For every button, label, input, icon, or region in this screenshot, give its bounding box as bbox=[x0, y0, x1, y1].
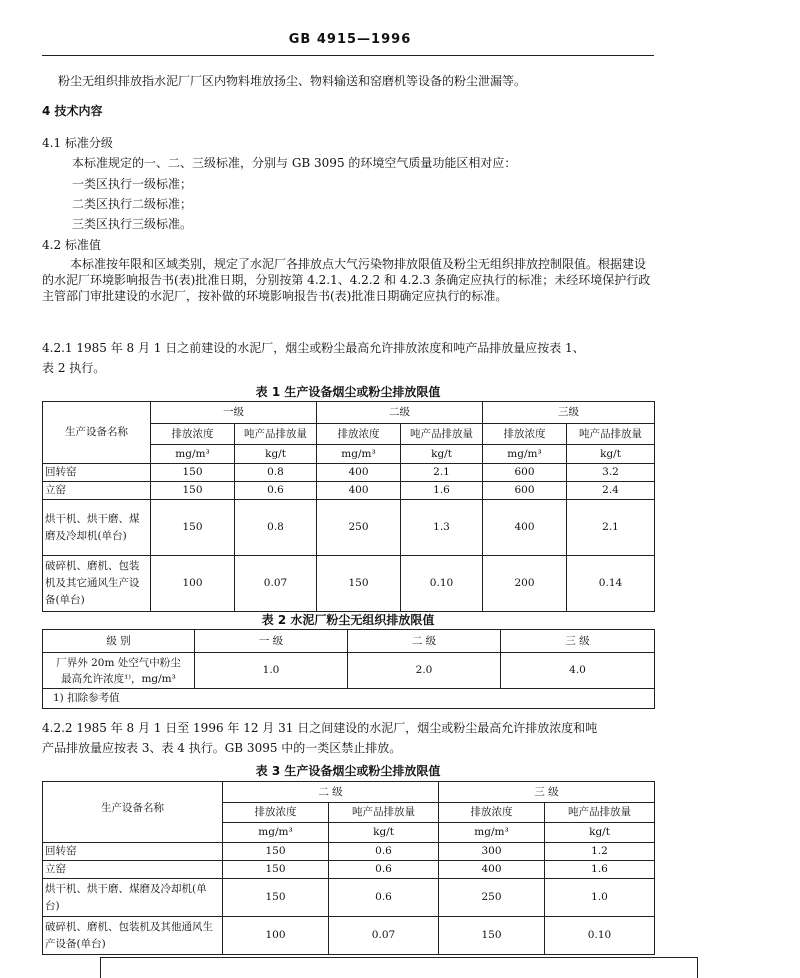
section-4-2-1-line1: 4.2.1 1985 年 8 月 1 日之前建设的水泥厂，烟尘或粉尘最高允许排放浓度和吨产品排放量应按表 1、 bbox=[42, 341, 585, 355]
t3-unit-ton: kg/t bbox=[545, 823, 655, 843]
t1-unit-ton: kg/t bbox=[235, 445, 317, 464]
t3-head-equipment: 生产设备名称 bbox=[43, 782, 223, 843]
grade-mapping-1: 一类区执行一级标准； bbox=[72, 177, 193, 191]
t1-unit-conc: mg/m³ bbox=[151, 445, 235, 464]
t3-row-name: 烘干机、烘干磨、煤磨及冷却机(单台) bbox=[43, 879, 223, 917]
t3-cell: 100 bbox=[223, 917, 329, 955]
t3-cell: 0.6 bbox=[329, 861, 439, 879]
t3-sub-conc: 排放浓度 bbox=[223, 803, 329, 823]
t3-cell: 250 bbox=[439, 879, 545, 917]
t1-sub-per-ton: 吨产品排放量 bbox=[567, 424, 655, 445]
table2-caption: 表 2 水泥厂粉尘无组织排放限值 bbox=[261, 613, 435, 627]
table-row bbox=[43, 879, 655, 917]
t3-cell: 300 bbox=[439, 843, 545, 861]
t2-cell: 1.0 bbox=[195, 653, 348, 689]
t1-cell: 150 bbox=[151, 500, 235, 556]
t1-head-equipment: 生产设备名称 bbox=[43, 402, 151, 464]
table1 bbox=[42, 401, 655, 612]
section-4-title: 4 技术内容 bbox=[42, 104, 103, 118]
t1-cell: 150 bbox=[151, 464, 235, 482]
t1-cell: 0.8 bbox=[235, 464, 317, 482]
standard-header: GB 4915—1996 bbox=[288, 32, 412, 47]
t1-sub-conc: 排放浓度 bbox=[151, 424, 235, 445]
t3-sub-per-ton: 吨产品排放量 bbox=[545, 803, 655, 823]
table-row bbox=[43, 482, 655, 500]
table-row bbox=[43, 653, 655, 689]
t1-unit-conc: mg/m³ bbox=[483, 445, 567, 464]
t1-cell: 100 bbox=[151, 556, 235, 612]
t3-cell: 0.6 bbox=[329, 843, 439, 861]
t3-row-name: 立窑 bbox=[43, 861, 223, 879]
t3-cell: 0.6 bbox=[329, 879, 439, 917]
t1-row-name: 破碎机、磨机、包装机及其它通风生产设备(单台) bbox=[43, 556, 151, 612]
t2-head-grade3: 三 级 bbox=[501, 630, 655, 653]
t1-sub-conc: 排放浓度 bbox=[483, 424, 567, 445]
t1-cell: 0.6 bbox=[235, 482, 317, 500]
section-4-2-1-line2: 表 2 执行。 bbox=[42, 361, 106, 375]
t3-unit-conc: mg/m³ bbox=[439, 823, 545, 843]
t1-cell: 400 bbox=[317, 464, 401, 482]
t1-row-name: 烘干机、烘干磨、煤磨及冷却机(单台) bbox=[43, 500, 151, 556]
t1-row-name: 立窑 bbox=[43, 482, 151, 500]
t1-cell: 400 bbox=[317, 482, 401, 500]
grade-mapping-3: 三类区执行三级标准。 bbox=[72, 217, 193, 231]
t3-unit-conc: mg/m³ bbox=[223, 823, 329, 843]
t2-cell: 4.0 bbox=[501, 653, 655, 689]
t1-cell: 250 bbox=[317, 500, 401, 556]
t3-cell: 0.07 bbox=[329, 917, 439, 955]
t2-row-label-line1: 厂界外 20m 处空气中粉尘 bbox=[56, 656, 181, 669]
t2-head-grade2: 二 级 bbox=[348, 630, 501, 653]
intro-text: 粉尘无组织排放指水泥厂厂区内物料堆放扬尘、物料输送和窑磨机等设备的粉尘泄漏等。 bbox=[58, 74, 527, 88]
header-rule bbox=[42, 55, 654, 56]
t1-sub-per-ton: 吨产品排放量 bbox=[235, 424, 317, 445]
t1-cell: 0.8 bbox=[235, 500, 317, 556]
t3-row-name: 破碎机、磨机、包装机及其他通风生产设备(单台) bbox=[43, 917, 223, 955]
t1-head-grade3: 三级 bbox=[483, 402, 655, 424]
t1-cell: 2.1 bbox=[567, 500, 655, 556]
table-row bbox=[43, 500, 655, 556]
table-row bbox=[43, 464, 655, 482]
t3-cell: 1.2 bbox=[545, 843, 655, 861]
t3-cell: 1.6 bbox=[545, 861, 655, 879]
section-4-1-title: 4.1 标准分级 bbox=[42, 136, 113, 150]
t1-cell: 150 bbox=[317, 556, 401, 612]
table2 bbox=[42, 629, 655, 709]
section-4-2-2-line1: 4.2.2 1985 年 8 月 1 日至 1996 年 12 月 31 日之间建设的水泥厂，烟尘或粉尘最高允许排放浓度和吨 bbox=[42, 721, 598, 735]
t1-sub-conc: 排放浓度 bbox=[317, 424, 401, 445]
t1-cell: 600 bbox=[483, 464, 567, 482]
t3-cell: 150 bbox=[223, 861, 329, 879]
t3-cell: 150 bbox=[223, 843, 329, 861]
table1-caption: 表 1 生产设备烟尘或粉尘排放限值 bbox=[255, 385, 441, 399]
t1-cell: 1.3 bbox=[401, 500, 483, 556]
t1-row-name: 回转窑 bbox=[43, 464, 151, 482]
t3-cell: 150 bbox=[439, 917, 545, 955]
t3-cell: 150 bbox=[223, 879, 329, 917]
t1-cell: 1.6 bbox=[401, 482, 483, 500]
t1-cell: 2.1 bbox=[401, 464, 483, 482]
t3-cell: 1.0 bbox=[545, 879, 655, 917]
t1-cell: 0.07 bbox=[235, 556, 317, 612]
t2-head-grade1: 一 级 bbox=[195, 630, 348, 653]
section-4-2-2-line2: 产品排放量应按表 3、表 4 执行。GB 3095 中的一类区禁止排放。 bbox=[42, 741, 402, 755]
t3-cell: 0.10 bbox=[545, 917, 655, 955]
table-row bbox=[43, 556, 655, 612]
t1-unit-conc: mg/m³ bbox=[317, 445, 401, 464]
section-4-1-paragraph: 本标准规定的一、二、三级标准，分别与 GB 3095 的环境空气质量功能区相对应： bbox=[72, 156, 517, 170]
section-4-2-title: 4.2 标准值 bbox=[42, 238, 101, 252]
table-row bbox=[43, 843, 655, 861]
table-row bbox=[43, 917, 655, 955]
t1-cell: 400 bbox=[483, 500, 567, 556]
t3-cell: 400 bbox=[439, 861, 545, 879]
t3-head-grade2: 二 级 bbox=[223, 782, 439, 803]
t1-cell: 150 bbox=[151, 482, 235, 500]
t1-unit-ton: kg/t bbox=[567, 445, 655, 464]
t2-row-label bbox=[43, 653, 195, 689]
t1-sub-per-ton: 吨产品排放量 bbox=[401, 424, 483, 445]
t1-cell: 600 bbox=[483, 482, 567, 500]
table3-caption: 表 3 生产设备烟尘或粉尘排放限值 bbox=[255, 764, 441, 778]
table3 bbox=[42, 781, 655, 955]
t2-row-label-line2: 最高允许浓度¹⁾，mg/m³ bbox=[61, 672, 176, 685]
t1-head-grade1: 一级 bbox=[151, 402, 317, 424]
t2-head-level: 级 别 bbox=[43, 630, 195, 653]
grade-mapping-2: 二类区执行二级标准； bbox=[72, 197, 193, 211]
t2-footnote: 1) 扣除参考值 bbox=[43, 689, 655, 709]
t1-head-grade2: 二级 bbox=[317, 402, 483, 424]
t3-row-name: 回转窑 bbox=[43, 843, 223, 861]
section-4-2-paragraph: 本标准按年限和区域类别，规定了水泥厂各排放点大气污染物排放限值及粉尘无组织排放控制限值。根据建设的水泥厂环境影响报告书(表)批准日期，分别按第 4.2.1、4.2.2 和 4.2.3 条确定应执行的标准；未经环境保护行政主管部门审批建设的水泥厂，按补做的环境影响报告书(表)批准日期确定应执行的标准。 bbox=[42, 257, 651, 303]
t1-cell: 0.14 bbox=[567, 556, 655, 612]
t3-unit-ton: kg/t bbox=[329, 823, 439, 843]
t3-head-grade3: 三 级 bbox=[439, 782, 655, 803]
t1-cell: 0.10 bbox=[401, 556, 483, 612]
t1-cell: 200 bbox=[483, 556, 567, 612]
t1-cell: 3.2 bbox=[567, 464, 655, 482]
table-row bbox=[43, 861, 655, 879]
t2-cell: 2.0 bbox=[348, 653, 501, 689]
t3-sub-conc: 排放浓度 bbox=[439, 803, 545, 823]
t3-sub-per-ton: 吨产品排放量 bbox=[329, 803, 439, 823]
t1-unit-ton: kg/t bbox=[401, 445, 483, 464]
t1-cell: 2.4 bbox=[567, 482, 655, 500]
bottom-frame bbox=[100, 957, 698, 978]
